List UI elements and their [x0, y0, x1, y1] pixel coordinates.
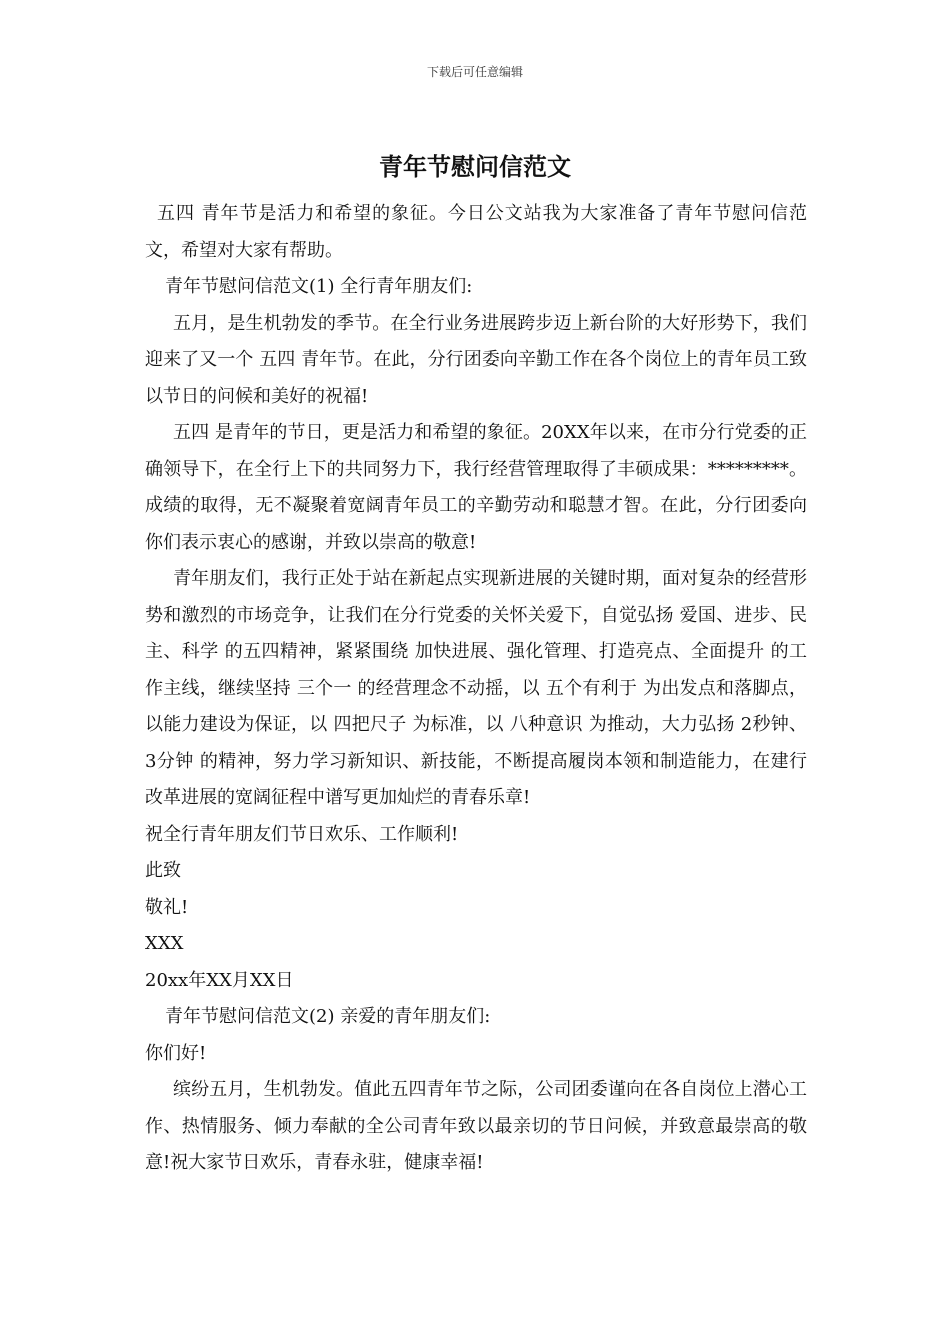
- letter1-paragraph-1: 五月，是生机勃发的季节。在全行业务进展跨步迈上新台阶的大好形势下，我们迎来了又一个 五四 青年节。在此，分行团委向辛勤工作在各个岗位上的青年员工致以节日的问候和美好的祝福!: [145, 312, 807, 407]
- intro-paragraph: 五四 青年节是活力和希望的象征。今日公文站我为大家准备了青年节慰问信范文，希望对大家有帮助。: [145, 203, 807, 261]
- letter1-heading: 青年节慰问信范文(1) 全行青年朋友们:: [165, 276, 473, 297]
- letter1-date: 20xx年XX月XX日: [145, 969, 294, 991]
- letter2-greeting: 你们好!: [145, 1042, 207, 1064]
- document-title: 青年节慰问信范文: [379, 152, 571, 181]
- letter1-paragraph-2: 五四 是青年的节日，更是活力和希望的象征。20XX年以来，在市分行党委的正确领导下，在全行上下的共同努力下，我行经营管理取得了丰硕成果：*********。成绩的取得，无不凝聚着宽阔青年员工的辛勤劳动和聪慧才智。在此，分行团委向你们表示衷心的感谢，并致以崇高的敬意!: [145, 422, 807, 553]
- letter1-signer: XXX: [145, 933, 184, 954]
- letter2-paragraph: 缤纷五月，生机勃发。值此五四青年节之际，公司团委谨向在各自岗位上潜心工作、热情服务、倾力奉献的全公司青年致以最亲切的节日问候，并致意最崇高的敬意!祝大家节日欢乐，青春永驻，健康幸福!: [145, 1079, 807, 1173]
- document-body: [145, 196, 807, 1182]
- letter2-heading: 青年节慰问信范文(2) 亲爱的青年朋友们:: [165, 1006, 491, 1027]
- letter1-salutation-2: 敬礼!: [145, 896, 189, 918]
- page-header-note: 下载后可任意编辑: [426, 65, 523, 79]
- letter1-salutation-1: 此致: [145, 860, 181, 881]
- letter1-wish: 祝全行青年朋友们节日欢乐、工作顺利!: [145, 823, 459, 845]
- letter1-paragraph-3: 青年朋友们，我行正处于站在新起点实现新进展的关键时期，面对复杂的经营形势和激烈的市场竞争，让我们在分行党委的关怀关爱下，自觉弘扬 爱国、进步、民主、科学 的五四精神，紧紧围绕 加快进展、强化管理、打造亮点、全面提升 的工作主线，继续坚持 三个一 的经营理念不动摇，以 五个有利于 为出发点和落脚点，以能力建设为保证，以 四把尺子 为标准，以 八种意识 为推动，大力弘扬 2秒钟、3分钟 的精神，努力学习新知识、新技能，不断提高履岗本领和制造能力，在建行改革进展的宽阔征程中谱写更加灿烂的青春乐章!: [145, 568, 807, 808]
